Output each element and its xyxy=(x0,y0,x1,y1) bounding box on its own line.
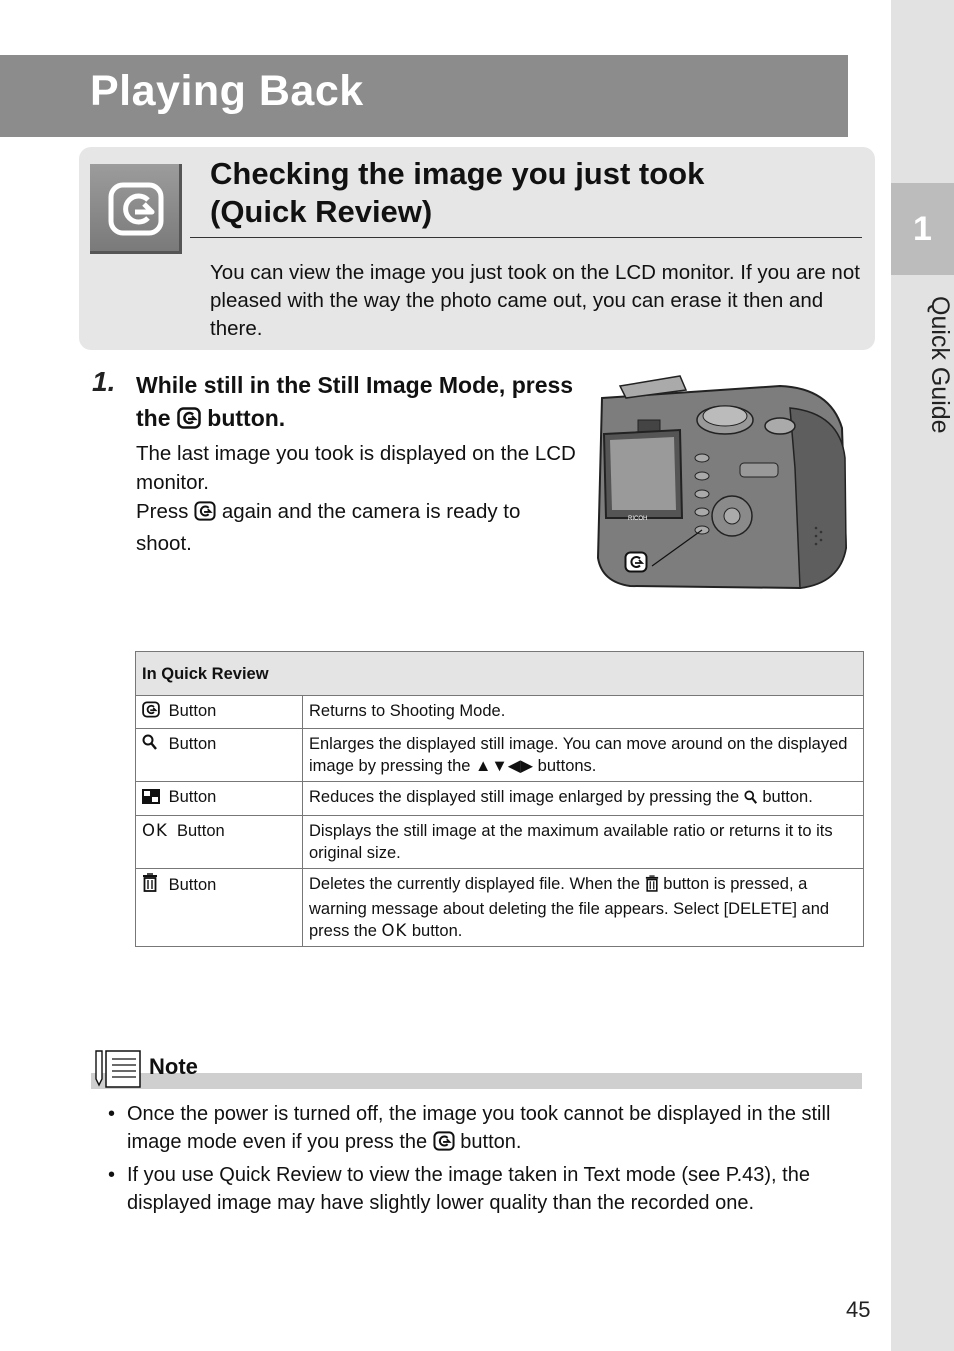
chapter-label: Quick Guide xyxy=(926,296,954,434)
quick-review-icon xyxy=(194,500,216,529)
button-label: Button xyxy=(168,788,217,806)
section-divider xyxy=(190,237,862,238)
list-item xyxy=(108,1100,853,1159)
step-body-ready: again and the camera is ready to shoot. xyxy=(136,500,521,555)
desc-text: button. xyxy=(411,922,463,940)
step-body-line1: The last image you took is displayed on the LCD monitor. xyxy=(136,442,576,494)
step-heading-text: While still in the Still Image Mode, press the xyxy=(136,372,574,431)
step-body xyxy=(136,439,576,558)
table-header: In Quick Review xyxy=(136,652,864,696)
step-body-line2 xyxy=(136,497,576,558)
table-cell-button xyxy=(136,869,303,947)
desc-text: buttons. xyxy=(537,757,597,775)
trash-icon xyxy=(142,873,164,898)
button-label: Button xyxy=(168,876,217,894)
quick-review-icon xyxy=(142,701,164,724)
desc-text: button. xyxy=(762,788,813,806)
section-title xyxy=(210,155,860,231)
ok-icon: OK xyxy=(381,921,408,940)
table-row xyxy=(136,869,864,947)
button-label: Button xyxy=(168,735,217,753)
quick-review-icon xyxy=(177,405,201,438)
note-icon xyxy=(94,1049,142,1094)
page-title-bar xyxy=(0,55,848,137)
step-body-press: Press xyxy=(136,500,189,523)
table-cell-desc xyxy=(303,782,864,816)
step-heading-suffix: button. xyxy=(207,405,286,431)
button-label: Button xyxy=(176,822,225,840)
table-cell-desc xyxy=(303,869,864,947)
desc-text: button is pressed, a warning message about deleting the file appears. Select [DELETE] and press the xyxy=(309,875,830,940)
desc-text: Enlarges the displayed still image. You can move around on the displayed image by pressing the xyxy=(309,735,848,775)
step-number: 1. xyxy=(92,366,116,397)
table-cell-button xyxy=(136,816,303,869)
table-cell-desc: Displays the still image at the maximum available ratio or returns it to its original size. xyxy=(303,816,864,869)
quick-review-table xyxy=(135,651,864,947)
section-title-line2: (Quick Review) xyxy=(210,194,433,229)
table-cell-desc xyxy=(303,729,864,782)
table-row xyxy=(136,696,864,729)
magnify-icon xyxy=(744,789,758,811)
camera-brand: RICOH xyxy=(628,516,648,522)
table-header-row xyxy=(136,652,864,696)
page-title: Playing Back xyxy=(90,67,364,115)
arrow-buttons-icon: ▲▼◀▶ xyxy=(475,757,534,775)
table-row xyxy=(136,816,864,869)
quick-review-callout-icon xyxy=(624,551,648,578)
desc-text: Reduces the displayed still image enlarged by pressing the xyxy=(309,788,740,806)
magnify-icon xyxy=(142,734,164,757)
quick-review-icon xyxy=(433,1131,455,1159)
note-list xyxy=(108,1100,853,1219)
note-text: Once the power is turned off, the image you took cannot be displayed in the still image mode even if you press the xyxy=(127,1103,831,1153)
table-row xyxy=(136,782,864,816)
ok-icon: OK xyxy=(142,821,168,840)
table-cell-button xyxy=(136,729,303,782)
page-number: 45 xyxy=(846,1297,871,1322)
note-label: Note xyxy=(149,1054,198,1079)
table-cell-desc: Returns to Shooting Mode. xyxy=(303,696,864,729)
quick-review-section-icon xyxy=(90,164,182,254)
thumbnail-icon xyxy=(142,788,164,810)
list-item: • If you use Quick Review to view the image taken in Text mode (see P.43), the displayed image may have slightly lower quality than the recorded one. xyxy=(108,1161,853,1217)
button-label: Button xyxy=(168,702,217,720)
trash-icon xyxy=(645,875,659,898)
section-intro: You can view the image you just took on the LCD monitor. If you are not pleased with the way the photo came out, you can erase it then and there. xyxy=(210,261,860,340)
table-row xyxy=(136,729,864,782)
desc-text: Deletes the currently displayed file. When the xyxy=(309,875,641,893)
table-cell-button xyxy=(136,696,303,729)
section-title-line1: Checking the image you just took xyxy=(210,156,705,191)
step-heading xyxy=(136,369,576,438)
note-text: button. xyxy=(460,1131,522,1153)
note-bar xyxy=(91,1073,862,1089)
chapter-number: 1 xyxy=(891,183,954,275)
table-cell-button xyxy=(136,782,303,816)
